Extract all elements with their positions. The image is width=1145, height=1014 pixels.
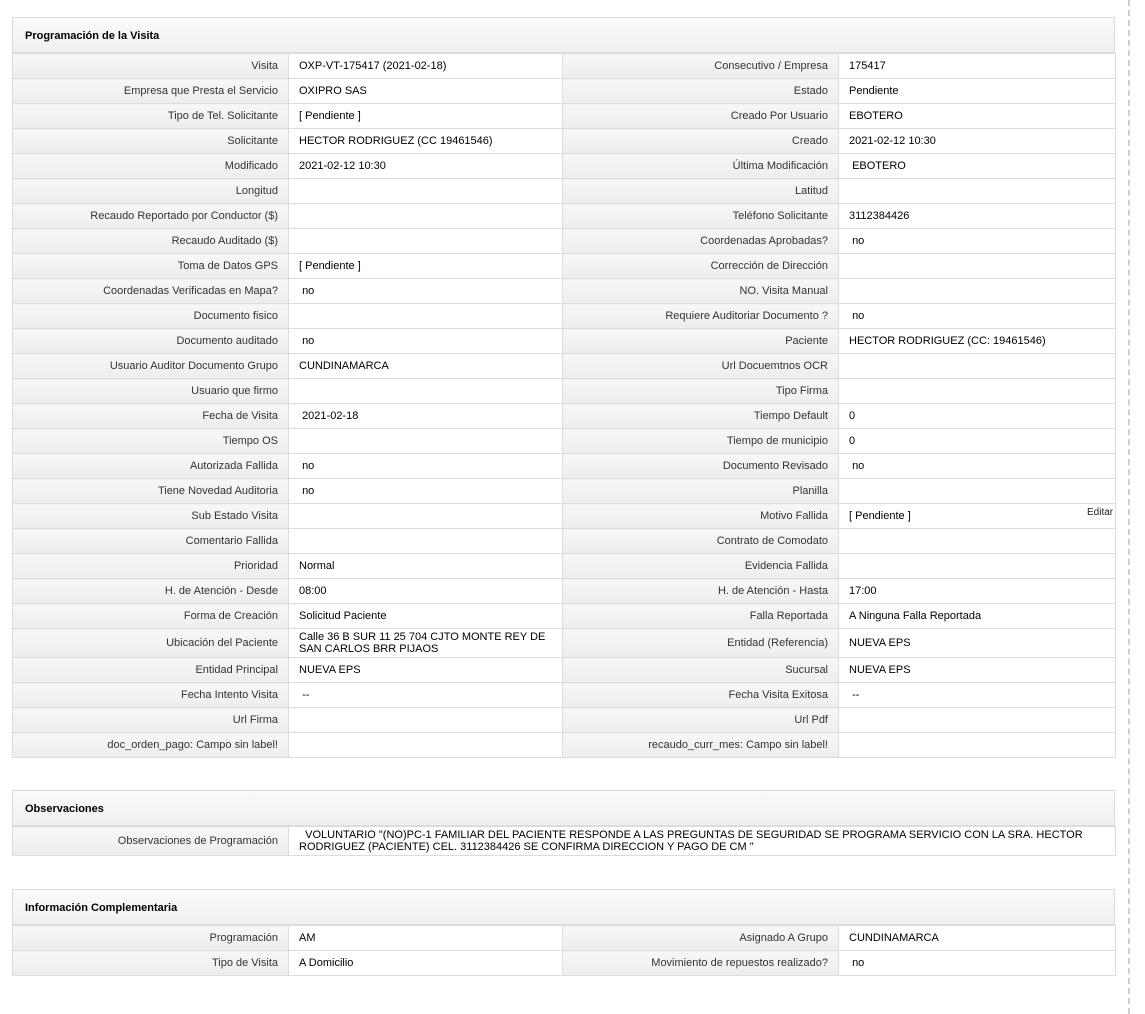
- recaudo-reportado-por-conductor-label: Recaudo Reportado por Conductor ($): [13, 204, 289, 229]
- table-row: [13, 579, 1116, 604]
- no-visita-manual-label: NO. Visita Manual: [563, 279, 839, 304]
- coordenadas-verificadas-en-mapa-value: no: [289, 279, 563, 304]
- contrato-de-comodato-value: [839, 529, 1116, 554]
- recaudo-reportado-por-conductor-value: [289, 204, 563, 229]
- consecutivo-empresa-value: 175417: [839, 54, 1116, 79]
- recaudo-auditado-label: Recaudo Auditado ($): [13, 229, 289, 254]
- ultima-modificacion-label: Última Modificación: [563, 154, 839, 179]
- prioridad-label: Prioridad: [13, 554, 289, 579]
- movimiento-de-repuestos-realizado-value: no: [839, 951, 1116, 976]
- table-row: [13, 683, 1116, 708]
- table-row: [13, 733, 1116, 758]
- url-firma-value: [289, 708, 563, 733]
- table-row: [13, 154, 1116, 179]
- consecutivo-empresa-label: Consecutivo / Empresa: [563, 54, 839, 79]
- url-docuemtnos-ocr-value: [839, 354, 1116, 379]
- complementaria-section: [12, 889, 1115, 976]
- table-row: [13, 79, 1116, 104]
- table-row: [13, 304, 1116, 329]
- modificado-label: Modificado: [13, 154, 289, 179]
- evidencia-fallida-value: [839, 554, 1116, 579]
- url-firma-label: Url Firma: [13, 708, 289, 733]
- tiempo-de-municipio-label: Tiempo de municipio: [563, 429, 839, 454]
- ultima-modificacion-value: EBOTERO: [839, 154, 1116, 179]
- documento-fisico-label: Documento fisico: [13, 304, 289, 329]
- movimiento-de-repuestos-realizado-label: Movimiento de repuestos realizado?: [563, 951, 839, 976]
- creado-value: 2021-02-12 10:30: [839, 129, 1116, 154]
- prioridad-value: Normal: [289, 554, 563, 579]
- creado-por-usuario-value: EBOTERO: [839, 104, 1116, 129]
- planilla-value: [839, 479, 1116, 504]
- forma-de-creacion-label: Forma de Creación: [13, 604, 289, 629]
- table-row: [13, 554, 1116, 579]
- usuario-que-firmo-value: [289, 379, 563, 404]
- table-row: [13, 454, 1116, 479]
- fecha-visita-exitosa-value: --: [839, 683, 1116, 708]
- table-row: [13, 329, 1116, 354]
- table-row: [13, 604, 1116, 629]
- comentario-fallida-label: Comentario Fallida: [13, 529, 289, 554]
- table-row: [13, 529, 1116, 554]
- programacion-section: [12, 17, 1115, 758]
- falla-reportada-label: Falla Reportada: [563, 604, 839, 629]
- paciente-label: Paciente: [563, 329, 839, 354]
- observaciones-label: Observaciones de Programación: [13, 827, 289, 856]
- coordenadas-verificadas-en-mapa-label: Coordenadas Verificadas en Mapa?: [13, 279, 289, 304]
- autorizada-fallida-value: no: [289, 454, 563, 479]
- table-row: [13, 658, 1116, 683]
- toma-de-datos-gps-value: [ Pendiente ]: [289, 254, 563, 279]
- h-de-atencion-hasta-value: 17:00: [839, 579, 1116, 604]
- usuario-auditor-documento-grupo-label: Usuario Auditor Documento Grupo: [13, 354, 289, 379]
- telefono-solicitante-label: Teléfono Solicitante: [563, 204, 839, 229]
- fecha-de-visita-value: 2021-02-18: [289, 404, 563, 429]
- latitud-value: [839, 179, 1116, 204]
- toma-de-datos-gps-label: Toma de Datos GPS: [13, 254, 289, 279]
- table-row: [13, 926, 1116, 951]
- estado-value: Pendiente: [839, 79, 1116, 104]
- sucursal-label: Sucursal: [563, 658, 839, 683]
- tipo-firma-value: [839, 379, 1116, 404]
- table-row: [13, 429, 1116, 454]
- recaudo-curr-mes-campo-sin-label-label: recaudo_curr_mes: Campo sin label!: [563, 733, 839, 758]
- entidad-principal-value: NUEVA EPS: [289, 658, 563, 683]
- documento-fisico-value: [289, 304, 563, 329]
- programacion-value: AM: [289, 926, 563, 951]
- tipo-de-visita-value: A Domicilio: [289, 951, 563, 976]
- url-pdf-value: [839, 708, 1116, 733]
- asignado-a-grupo-value: CUNDINAMARCA: [839, 926, 1116, 951]
- table-row: [13, 104, 1116, 129]
- longitud-value: [289, 179, 563, 204]
- tiempo-default-value: 0: [839, 404, 1116, 429]
- programacion-title: Programación de la Visita: [12, 17, 1115, 53]
- falla-reportada-value: A Ninguna Falla Reportada: [839, 604, 1116, 629]
- latitud-label: Latitud: [563, 179, 839, 204]
- solicitante-label: Solicitante: [13, 129, 289, 154]
- table-row: [13, 129, 1116, 154]
- entidad-referencia-label: Entidad (Referencia): [563, 629, 839, 658]
- motivo-fallida-value: [ Pendiente ]: [839, 504, 1116, 529]
- correccion-de-direccion-value: [839, 254, 1116, 279]
- forma-de-creacion-value: Solicitud Paciente: [289, 604, 563, 629]
- tiempo-de-municipio-value: 0: [839, 429, 1116, 454]
- tiempo-os-value: [289, 429, 563, 454]
- fecha-visita-exitosa-label: Fecha Visita Exitosa: [563, 683, 839, 708]
- paciente-value: HECTOR RODRIGUEZ (CC: 19461546): [839, 329, 1116, 354]
- table-row: [13, 479, 1116, 504]
- table-row: [13, 629, 1116, 658]
- creado-label: Creado: [563, 129, 839, 154]
- recaudo-auditado-value: [289, 229, 563, 254]
- table-row: [13, 179, 1116, 204]
- doc-orden-pago-campo-sin-label-value: [289, 733, 563, 758]
- tipo-de-visita-label: Tipo de Visita: [13, 951, 289, 976]
- creado-por-usuario-label: Creado Por Usuario: [563, 104, 839, 129]
- entidad-principal-label: Entidad Principal: [13, 658, 289, 683]
- table-row: [13, 254, 1116, 279]
- documento-auditado-label: Documento auditado: [13, 329, 289, 354]
- url-pdf-label: Url Pdf: [563, 708, 839, 733]
- tipo-firma-label: Tipo Firma: [563, 379, 839, 404]
- fecha-intento-visita-label: Fecha Intento Visita: [13, 683, 289, 708]
- table-row: [13, 379, 1116, 404]
- requiere-auditoriar-documento-value: no: [839, 304, 1116, 329]
- table-row: [13, 229, 1116, 254]
- contrato-de-comodato-label: Contrato de Comodato: [563, 529, 839, 554]
- h-de-atencion-desde-label: H. de Atención - Desde: [13, 579, 289, 604]
- table-row: [13, 204, 1116, 229]
- solicitante-value: HECTOR RODRIGUEZ (CC 19461546): [289, 129, 563, 154]
- recaudo-curr-mes-campo-sin-label-value: [839, 733, 1116, 758]
- complementaria-title: Información Complementaria: [12, 889, 1115, 925]
- doc-orden-pago-campo-sin-label-label: doc_orden_pago: Campo sin label!: [13, 733, 289, 758]
- coordenadas-aprobadas-label: Coordenadas Aprobadas?: [563, 229, 839, 254]
- complementaria-table: [12, 925, 1116, 976]
- observaciones-section: [12, 790, 1115, 856]
- empresa-que-presta-el-servicio-value: OXIPRO SAS: [289, 79, 563, 104]
- correccion-de-direccion-label: Corrección de Dirección: [563, 254, 839, 279]
- table-row: [13, 404, 1116, 429]
- entidad-referencia-value: NUEVA EPS: [839, 629, 1116, 658]
- telefono-solicitante-value: 3112384426: [839, 204, 1116, 229]
- url-docuemtnos-ocr-label: Url Docuemtnos OCR: [563, 354, 839, 379]
- documento-revisado-value: no: [839, 454, 1116, 479]
- ubicacion-del-paciente-label: Ubicación del Paciente: [13, 629, 289, 658]
- documento-auditado-value: no: [289, 329, 563, 354]
- observaciones-value: VOLUNTARIO "(NO)PC-1 FAMILIAR DEL PACIENTE RESPONDE A LAS PREGUNTAS DE SEGURIDAD SE PROGRAMA SERVICIO CON LA SRA. HECTOR RODRIGUEZ (PACIENTE) CEL. 3112384426 SE CONFIRMA DIRECCION Y PAGO DE CM ": [289, 827, 1116, 856]
- evidencia-fallida-label: Evidencia Fallida: [563, 554, 839, 579]
- tipo-de-tel-solicitante-label: Tipo de Tel. Solicitante: [13, 104, 289, 129]
- empresa-que-presta-el-servicio-label: Empresa que Presta el Servicio: [13, 79, 289, 104]
- tiempo-os-label: Tiempo OS: [13, 429, 289, 454]
- coordenadas-aprobadas-value: no: [839, 229, 1116, 254]
- usuario-auditor-documento-grupo-value: CUNDINAMARCA: [289, 354, 563, 379]
- requiere-auditoriar-documento-label: Requiere Auditoriar Documento ?: [563, 304, 839, 329]
- visita-label: Visita: [13, 54, 289, 79]
- ubicacion-del-paciente-value: Calle 36 B SUR 11 25 704 CJTO MONTE REY DE SAN CARLOS BRR PIJAOS: [289, 629, 563, 658]
- fecha-intento-visita-value: --: [289, 683, 563, 708]
- comentario-fallida-value: [289, 529, 563, 554]
- visita-value: OXP-VT-175417 (2021-02-18): [289, 54, 563, 79]
- table-row: [13, 279, 1116, 304]
- tiempo-default-label: Tiempo Default: [563, 404, 839, 429]
- autorizada-fallida-label: Autorizada Fallida: [13, 454, 289, 479]
- no-visita-manual-value: [839, 279, 1116, 304]
- estado-label: Estado: [563, 79, 839, 104]
- asignado-a-grupo-label: Asignado A Grupo: [563, 926, 839, 951]
- programacion-label: Programación: [13, 926, 289, 951]
- table-row: [13, 708, 1116, 733]
- observaciones-title: Observaciones: [12, 790, 1115, 826]
- planilla-label: Planilla: [563, 479, 839, 504]
- table-row: [13, 504, 1116, 529]
- table-row: [13, 951, 1116, 976]
- longitud-label: Longitud: [13, 179, 289, 204]
- h-de-atencion-hasta-label: H. de Atención - Hasta: [563, 579, 839, 604]
- tipo-de-tel-solicitante-value: [ Pendiente ]: [289, 104, 563, 129]
- table-row: [13, 354, 1116, 379]
- modificado-value: 2021-02-12 10:30: [289, 154, 563, 179]
- programacion-table: [12, 53, 1116, 758]
- edit-link[interactable]: Editar: [1087, 507, 1114, 518]
- sub-estado-visita-label: Sub Estado Visita: [13, 504, 289, 529]
- table-row: [13, 54, 1116, 79]
- tiene-novedad-auditoria-label: Tiene Novedad Auditoria: [13, 479, 289, 504]
- page-edge-divider: [1128, 0, 1130, 1014]
- motivo-fallida-label: Motivo Fallida: [563, 504, 839, 529]
- documento-revisado-label: Documento Revisado: [563, 454, 839, 479]
- usuario-que-firmo-label: Usuario que firmo: [13, 379, 289, 404]
- sub-estado-visita-value: [289, 504, 563, 529]
- tiene-novedad-auditoria-value: no: [289, 479, 563, 504]
- fecha-de-visita-label: Fecha de Visita: [13, 404, 289, 429]
- sucursal-value: NUEVA EPS: [839, 658, 1116, 683]
- observaciones-table: [12, 826, 1116, 856]
- h-de-atencion-desde-value: 08:00: [289, 579, 563, 604]
- observaciones-row: [13, 827, 1116, 856]
